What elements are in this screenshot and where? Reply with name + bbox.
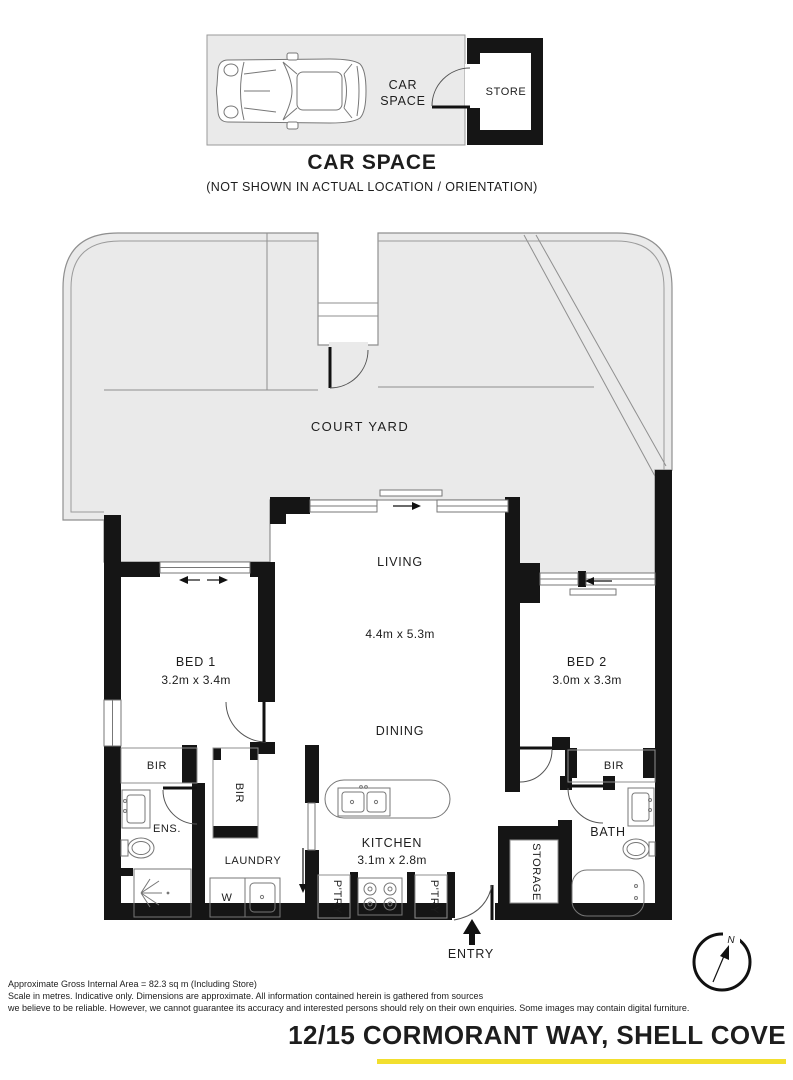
- entry-door-arc: [454, 885, 492, 920]
- disclaimer-line-2: Scale in metres. Indicative only. Dimensions are approximate. All information contained herein is gathered from sources: [8, 991, 484, 1001]
- car-space-inner-label-1: CAR: [388, 78, 418, 92]
- left-wall-window: [104, 700, 121, 746]
- bed2-door-arc: [520, 750, 552, 782]
- address-underline: [377, 1059, 786, 1064]
- ptry-left-label: P'TRY: [331, 879, 343, 915]
- footer: [7, 979, 786, 1064]
- compass-needle-head: [720, 945, 729, 960]
- bath-door-arc: [568, 788, 603, 823]
- ens-door-arc: [163, 790, 197, 824]
- bath-toilet: [623, 839, 655, 859]
- bed1-dims: 3.2m x 3.4m: [161, 673, 231, 687]
- entry-label: ENTRY: [447, 947, 495, 961]
- bed2-window-right: [586, 573, 655, 585]
- entry-arrow: [463, 919, 481, 945]
- disclaimer-line-1: Approximate Gross Internal Area = 82.3 sq m (Including Store): [8, 979, 257, 989]
- living-window-right: [437, 500, 508, 512]
- car-space-subtitle: (NOT SHOWN IN ACTUAL LOCATION / ORIENTATION): [206, 180, 538, 194]
- disclaimer-line-3: we believe to be reliable. However, we cannot guarantee its accuracy and interested persons should rely on their own enquiries. Some images may contain digital furniture.: [8, 1003, 690, 1013]
- bed1-window-arrows: [179, 576, 228, 584]
- bed2-label: BED 2: [566, 655, 608, 669]
- ens-toilet: [121, 838, 154, 858]
- living-slider-panel: [380, 490, 442, 496]
- bed2-slider-panel: [570, 589, 616, 595]
- dining-label: DINING: [375, 724, 425, 738]
- bed2-dims: 3.0m x 3.3m: [552, 673, 622, 687]
- courtyard-area: [63, 233, 672, 578]
- store-label: STORE: [485, 86, 527, 98]
- living-door-arrow: [393, 502, 421, 510]
- bir-right-label: BIR: [603, 760, 625, 772]
- ptry-right-label: P'TRY: [428, 879, 440, 915]
- compass-needle: [713, 956, 724, 982]
- sink-basin-right: [367, 792, 386, 812]
- kitchen-label: KITCHEN: [361, 836, 423, 850]
- storage-label: STORAGE: [530, 843, 542, 901]
- bath-vanity: [628, 788, 654, 826]
- living-window-left: [310, 500, 377, 512]
- ens-vanity: [122, 790, 150, 828]
- store-door-opening: [465, 64, 482, 108]
- gate-opening: [329, 342, 368, 348]
- car-icon: [217, 53, 367, 129]
- laundry-label: LAUNDRY: [224, 855, 282, 867]
- bath-label: BATH: [590, 825, 626, 839]
- bir-left-label: BIR: [146, 760, 168, 772]
- bed2-window-left: [540, 573, 578, 585]
- washer-label: W: [221, 892, 233, 904]
- compass: [694, 930, 750, 990]
- sink-basin-left: [342, 792, 364, 812]
- ens-label: ENS.: [152, 823, 182, 835]
- kitchen-dims: 3.1m x 2.8m: [357, 853, 427, 867]
- car-space-inner-label-2: SPACE: [380, 94, 426, 108]
- laundry-slider-panel: [308, 803, 315, 850]
- courtyard-label: COURT YARD: [310, 419, 410, 434]
- bed1-door-arc: [226, 702, 266, 742]
- bed1-label: BED 1: [175, 655, 217, 669]
- kitchen-island: [325, 780, 450, 818]
- car-space-diagram: [206, 35, 543, 194]
- address: 12/15 CORMORANT WAY, SHELL COVE: [288, 1020, 786, 1050]
- compass-north-label: N: [727, 935, 735, 946]
- living-label: LIVING: [377, 555, 423, 569]
- bir-center-label: BIR: [233, 782, 245, 804]
- car-space-title: CAR SPACE: [307, 151, 437, 174]
- living-dims: 4.4m x 5.3m: [365, 627, 435, 641]
- courtyard: [63, 233, 672, 578]
- bed1-window: [160, 562, 250, 573]
